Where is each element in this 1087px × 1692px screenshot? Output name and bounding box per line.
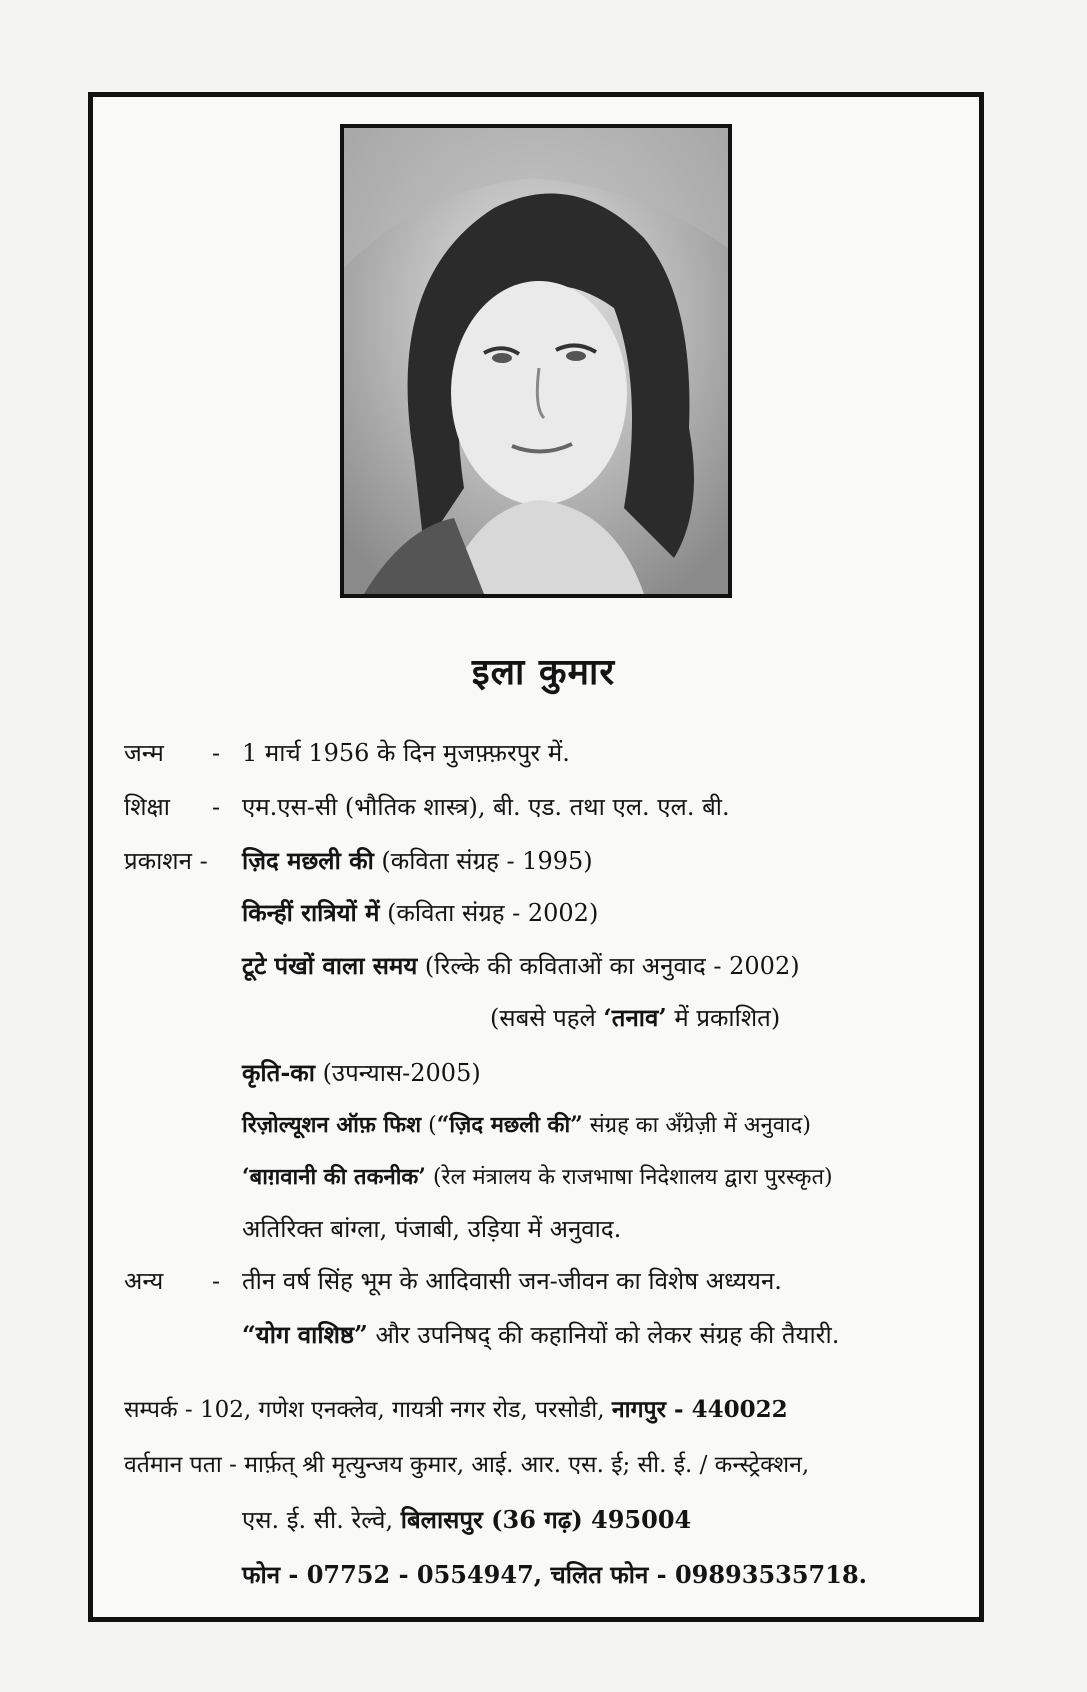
publication-title: किन्हीं रात्रियों में: [242, 898, 380, 927]
birth-dash: -: [212, 739, 221, 767]
current-address-railway: एस. ई. सी. रेल्वे,: [242, 1506, 401, 1534]
publication-detail-open: (: [421, 1113, 437, 1138]
publication-note-pre: (सबसे पहले: [490, 1004, 604, 1032]
publication-detail: (रेल मंत्रालय के राजभाषा निदेशालय द्वारा पुरस्कृत): [425, 1165, 833, 1190]
current-address-label: वर्तमान पता -: [124, 1452, 237, 1478]
contact-city: नागपुर - 440022: [611, 1396, 788, 1423]
publication-title: रिज़ोल्यूशन ऑफ़ फिश: [242, 1112, 422, 1138]
contact-address: 102, गणेश एनक्लेव, गायत्री नगर रोड, परसोडी,: [200, 1397, 612, 1423]
publication-title: ज़िद मछली की: [242, 846, 374, 875]
other-text-line2: [242, 1320, 839, 1350]
publication-item: [242, 1058, 481, 1088]
other-book-title: “योग वाशिष्ठ”: [242, 1320, 368, 1349]
publication-detail: (कविता संग्रह - 1995): [373, 847, 593, 875]
phone-line: फोन - 07752 - 0554947, चलित फोन - 09893535718.: [242, 1560, 868, 1589]
publication-item: [242, 951, 800, 981]
contact-line: [124, 1395, 788, 1425]
publication-item: [242, 846, 593, 876]
current-address-city: बिलासपुर (36 गढ़) 495004: [400, 1505, 692, 1534]
birth-text: 1 मार्च 1956 के दिन मुजफ़्फ़रपुर में.: [242, 739, 570, 767]
birth-label: जन्म: [124, 739, 164, 767]
publication-detail: संग्रह का अँग्रेज़ी में अनुवाद): [582, 1113, 811, 1138]
other-text-line1: तीन वर्ष सिंह भूम के आदिवासी जन-जीवन का विशेष अध्ययन.: [242, 1267, 782, 1295]
author-portrait-photo: [340, 124, 732, 598]
publication-item: [242, 1214, 621, 1244]
publication-detail: अतिरिक्त बांग्ला, पंजाबी, उड़िया में अनुवाद.: [242, 1215, 622, 1243]
other-label: अन्य: [124, 1267, 164, 1295]
publication-detail: (कविता संग्रह - 2002): [379, 899, 599, 927]
current-address-line1: [124, 1450, 809, 1480]
publication-detail: (रिल्के की कविताओं का अनुवाद - 2002): [417, 952, 800, 980]
portrait-icon: [344, 128, 728, 594]
current-address-text: मार्फ़त् श्री मृत्युन्जय कुमार, आई. आर. एस. ई; सी. ई. / कन्स्ट्रेक्शन,: [244, 1452, 810, 1478]
publication-note-rest: में प्रकाशित): [666, 1004, 781, 1032]
publication-item: [242, 898, 598, 928]
education-label: शिक्षा: [124, 793, 170, 821]
publication-note: [490, 1003, 780, 1033]
education-text: एम.एस-सी (भौतिक शास्त्र), बी. एड. तथा एल. एल. बी.: [242, 793, 730, 821]
publication-title: कृति-का: [242, 1058, 315, 1087]
contact-label: सम्पर्क -: [124, 1397, 193, 1423]
other-text-rest: और उपनिषद् की कहानियों को लेकर संग्रह की तैयारी.: [367, 1321, 840, 1349]
current-address-line2: [242, 1505, 691, 1535]
publication-detail: (उपन्यास-2005): [314, 1059, 481, 1087]
author-name-title: इला कुमार: [471, 651, 616, 693]
publication-title: ‘बाग़वानी की तकनीक’: [242, 1164, 426, 1190]
education-dash: -: [212, 793, 221, 821]
publication-item: [242, 1110, 811, 1141]
publication-item: [242, 1162, 833, 1193]
publication-ref-title: “ज़िद मछली की”: [436, 1112, 583, 1138]
publication-title: टूटे पंखों वाला समय: [242, 951, 418, 980]
other-dash: -: [212, 1267, 221, 1295]
publications-label: प्रकाशन -: [124, 847, 208, 875]
magazine-name: ‘तनाव’: [603, 1003, 667, 1032]
